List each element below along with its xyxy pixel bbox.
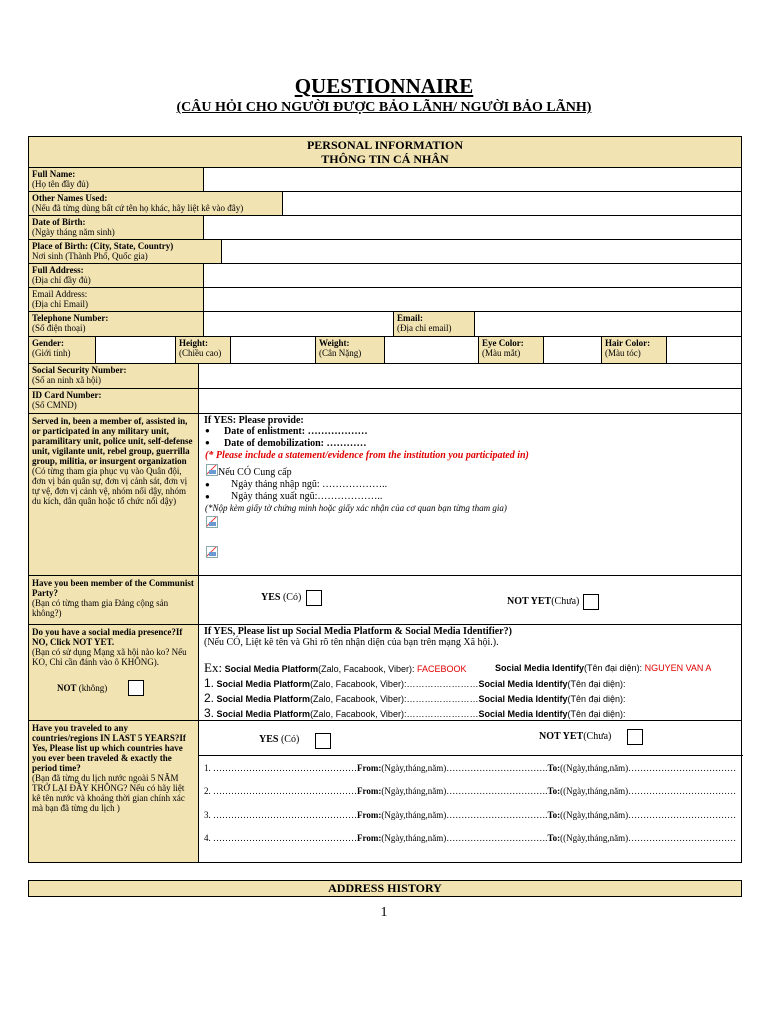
travel-not-yet-vi: (Chưa) (583, 731, 612, 742)
address-history-header (28, 880, 742, 897)
gender-label (28, 336, 96, 364)
pob-vi: Nơi sinh (Thành Phố, Quốc gia) (32, 251, 148, 261)
eye-color-vi: (Màu mắt) (482, 348, 521, 358)
served-note-vi: (*Nộp kèm giấy tờ chứng minh hoặc giấy xác nhận của cơ quan bạn từng tham gia) (205, 503, 507, 513)
telephone-label (28, 311, 204, 337)
pob-en: Place of Birth: (City, State, Country) (32, 241, 174, 251)
travel-not-yet-text: NOT YET (539, 731, 584, 742)
eye-color-field[interactable] (543, 336, 602, 364)
travel-not-yet-label (539, 731, 611, 743)
travel-yes-checkbox[interactable] (315, 733, 331, 749)
social-row-1[interactable] (204, 676, 626, 690)
served-answer-area[interactable] (198, 413, 742, 576)
travel-label (28, 720, 199, 863)
full-name-vi: (Họ tên đầy đủ) (32, 179, 89, 189)
social-row-3[interactable] (204, 706, 626, 720)
served-vi: (Có từng tham gia phục vụ vào Quân đội, đơn vị bán quân sự, đơn vị cảnh sát, đơn vị tự vệ, đơn vị cảnh vệ, nhóm nổi dậy, nhóm du kích, dân quân hoặc tổ chức nổi dậy) (32, 466, 188, 506)
full-name-label (28, 167, 204, 192)
social-not-checkbox[interactable] (128, 680, 144, 696)
served-demob: Date of demobilization: ………… (224, 438, 367, 449)
page-subtitle: (CÂU HỎI CHO NGƯỜI ĐƯỢC BẢO LÃNH/ NGƯỜI BẢO LÃNH) (176, 100, 592, 115)
travel-answer-area (198, 720, 742, 863)
travel-row-from: From: (357, 833, 382, 843)
social-row-num: 2. (204, 691, 215, 705)
served-enlist-vi: Ngày tháng nhập ngũ: ……………….. (231, 479, 388, 490)
ssn-vi: (Số an ninh xã hội) (32, 375, 101, 385)
travel-not-yet-checkbox[interactable] (627, 729, 643, 745)
email-field[interactable] (474, 311, 742, 337)
dob-en: Date of Birth: (32, 217, 86, 227)
party-yes-vi: (Có) (282, 592, 302, 603)
eye-color-en: Eye Color: (482, 338, 524, 348)
served-neu-co: Nếu CÓ Cung cấp (218, 467, 292, 478)
travel-yes-vi: (Có) (280, 734, 300, 745)
bullet-icon: ● (205, 426, 210, 435)
travel-row-to-hint: ((Ngày,tháng,năm) (560, 833, 629, 843)
social-row-platform-hint: (Zalo, Facabook, Viber): (310, 694, 407, 704)
party-not-yet-text: NOT YET (507, 596, 552, 607)
address-history-title: ADDRESS HISTORY (328, 881, 442, 895)
height-en: Height: (179, 338, 208, 348)
social-row-platform-hint: (Zalo, Facabook, Viber): (310, 679, 407, 689)
dob-vi: (Ngày tháng năm sinh) (32, 227, 115, 237)
pob-field[interactable] (221, 239, 742, 264)
height-label (175, 336, 231, 364)
travel-row-to-hint: ((Ngày,tháng,năm) (560, 763, 629, 773)
party-label (28, 575, 199, 625)
party-yes-label (261, 592, 301, 604)
full-name-field[interactable] (203, 167, 742, 192)
travel-row-3[interactable]: 3. …………………………………………From:(Ngày,tháng,năm)…………………………….To:((Ngày,tháng,năm)……………………………… (204, 810, 737, 820)
social-not-text: NOT (57, 683, 77, 693)
travel-row-num: 1. (204, 763, 211, 773)
travel-row-from: From: (357, 810, 382, 820)
travel-row-4[interactable]: 4. …………………………………………From:(Ngày,tháng,năm)…………………………….To:((Ngày,tháng,năm)……………………………… (204, 833, 737, 843)
social-row-identify-hint: (Tên đại diện): (567, 694, 626, 704)
social-ex: Ex: (204, 660, 223, 675)
travel-vi: (Bạn đã từng du lịch nước ngoài 5 NĂM TRỞ LẠI ĐÂY KHÔNG? Nếu có hãy liệt kê tên nước và khoảng thời gian chính xác mà bạn đã từng du lịch ) (32, 773, 185, 813)
gender-en: Gender: (32, 338, 64, 348)
address-en: Full Address: (32, 265, 84, 275)
address-field[interactable] (203, 263, 742, 288)
social-if-yes-vi: (Nếu CÓ, Liệt kê tên và Ghi rõ tên nhận diện của bạn trên mạng Xã hội.). (204, 637, 499, 648)
hair-color-label (601, 336, 667, 364)
social-not-label (57, 683, 107, 693)
bullet-icon: ● (205, 438, 210, 447)
social-row-platform-hint: (Zalo, Facabook, Viber): (310, 709, 407, 719)
served-if-yes: If YES: Please provide: (204, 415, 304, 426)
hair-color-vi: (Màu tóc) (605, 348, 641, 358)
party-yes-checkbox[interactable] (306, 590, 322, 606)
served-note-en: (* Please include a statement/evidence from the institution you participated in) (205, 450, 529, 461)
hair-color-field[interactable] (666, 336, 742, 364)
travel-yes-label (259, 734, 299, 746)
travel-row-to: To: (547, 763, 561, 773)
personal-header-vi: THÔNG TIN CÁ NHÂN (321, 152, 449, 166)
social-row-num: 1. (204, 676, 215, 690)
id-card-label (28, 388, 199, 414)
weight-en: Weight: (319, 338, 350, 348)
travel-row-to: To: (547, 833, 561, 843)
social-row-identify: Social Media Identify (478, 679, 568, 689)
travel-row-from: From: (357, 763, 382, 773)
served-demob-vi: Ngày tháng xuất ngũ:……………….. (231, 491, 383, 502)
social-not-vi: (không) (78, 683, 108, 693)
full-name-en: Full Name: (32, 169, 76, 179)
other-names-en: Other Names Used: (32, 193, 108, 203)
social-example-identify (495, 663, 711, 673)
party-vi: (Bạn có từng tham gia Đảng cộng sản không?) (32, 598, 169, 618)
travel-row-from-hint: (Ngày,tháng,năm) (381, 810, 447, 820)
social-row-platform: Social Media Platform (216, 679, 311, 689)
email-address-label (28, 287, 204, 312)
broken-image-icon (206, 464, 218, 476)
email-address-en: Email Address: (32, 289, 88, 299)
social-row-dots: …………………… (406, 679, 479, 689)
social-en: Do you have a social media presence?If NO, Click NOT YET. (32, 627, 183, 647)
weight-vi: (Cân Nặng) (319, 348, 362, 358)
ssn-en: Social Security Number: (32, 365, 127, 375)
bullet-icon: ● (205, 492, 210, 501)
address-vi: (Địa chỉ đầy đủ) (32, 275, 91, 285)
id-card-field[interactable] (198, 388, 742, 414)
email-address-field[interactable] (203, 287, 742, 312)
ssn-label (28, 363, 199, 389)
party-not-yet-checkbox[interactable] (583, 594, 599, 610)
bullet-icon: ● (205, 480, 210, 489)
email-address-vi: (Địa chỉ Email) (32, 299, 88, 309)
travel-row-to: To: (547, 810, 561, 820)
travel-yes-text: YES (259, 734, 279, 745)
id-card-vi: (Số CMND) (32, 400, 77, 410)
social-ex-platform-hint: (Zalo, Facabook, Viber): (318, 664, 415, 674)
social-row-identify-hint: (Tên đại diện): (567, 709, 626, 719)
telephone-vi: (Số điện thoại) (32, 323, 86, 333)
served-enlist: Date of enlistment: ……………… (224, 426, 368, 437)
weight-field[interactable] (384, 336, 479, 364)
telephone-field[interactable] (203, 311, 394, 337)
travel-row-from-hint: (Ngày,tháng,năm) (381, 786, 447, 796)
social-row-identify: Social Media Identify (478, 694, 568, 704)
gender-vi: (Giới tính) (32, 348, 71, 358)
email-vi: (Địa chỉ email) (397, 323, 452, 333)
party-not-yet-vi: (Chưa) (551, 596, 580, 607)
other-names-field[interactable] (282, 191, 742, 216)
party-answer-area (198, 575, 742, 625)
id-card-en: ID Card Number: (32, 390, 102, 400)
eye-color-label (478, 336, 544, 364)
social-label (28, 624, 199, 721)
telephone-en: Telephone Number: (32, 313, 109, 323)
social-row-identify: Social Media Identify (478, 709, 568, 719)
travel-row-from: From: (357, 786, 382, 796)
weight-label (315, 336, 385, 364)
travel-row-num: 2. (204, 786, 211, 796)
social-vi: (Bạn có sử dụng Mạng xã hội nào ko? Nếu KO, Chỉ cần đánh vào ô KHÔNG). (32, 647, 187, 667)
served-en: Served in, been a member of, assisted in, or participated in any military unit, paramilitary unit, police unit, self-defense unit, vigilante unit, rebel group, guerrilla group, militia, or insurgent organization (32, 416, 193, 466)
height-field[interactable] (230, 336, 316, 364)
travel-row-to: To: (547, 786, 561, 796)
broken-image-icon (206, 516, 218, 528)
social-ex-platform: Social Media Platform (224, 664, 319, 674)
travel-row-2[interactable]: 2. …………………………………………From:(Ngày,tháng,năm)…………………………….To:((Ngày,tháng,năm)……………………………… (204, 786, 737, 796)
social-ex-value: FACEBOOK (416, 664, 467, 674)
address-label (28, 263, 204, 288)
social-row-identify-hint: (Tên đại diện): (567, 679, 626, 689)
dob-label (28, 215, 204, 240)
travel-row-num: 4. (204, 833, 211, 843)
travel-row-to-hint: ((Ngày,tháng,năm) (560, 786, 629, 796)
travel-row-1[interactable]: 1. …………………………………………From:(Ngày,tháng,năm)…………………………….To:((Ngày,tháng,năm)……………………………… (204, 763, 737, 773)
dob-field[interactable] (203, 215, 742, 240)
other-names-vi: (Nếu đã từng dùng bất cứ tên họ khác, hãy liệt kê vào đây) (32, 203, 244, 213)
social-answer-area (198, 624, 742, 721)
social-row-platform: Social Media Platform (216, 694, 311, 704)
email-en: Email: (397, 313, 423, 323)
travel-row-from-hint: (Ngày,tháng,năm) (381, 763, 447, 773)
page-number: 1 (380, 905, 388, 920)
social-row-dots: …………………… (406, 694, 479, 704)
social-ex-identify: Social Media Identify (495, 663, 585, 673)
social-row-dots: …………………… (406, 709, 479, 719)
party-en: Have you been member of the Communist Party? (32, 578, 194, 598)
height-vi: (Chiều cao) (179, 348, 222, 358)
party-not-yet-label (507, 596, 579, 608)
social-row-2[interactable] (204, 691, 626, 705)
travel-divider (199, 755, 743, 756)
pob-label (28, 239, 222, 264)
other-names-label (28, 191, 283, 216)
social-ex-identify-hint: (Tên đại diện): (584, 663, 643, 673)
broken-image-icon (206, 546, 218, 558)
travel-row-to-hint: ((Ngày,tháng,năm) (560, 810, 629, 820)
email-label (393, 311, 475, 337)
ssn-field[interactable] (198, 363, 742, 389)
gender-field[interactable] (95, 336, 176, 364)
page-title: QUESTIONNAIRE (294, 74, 474, 98)
social-row-num: 3. (204, 706, 215, 720)
travel-row-num: 3. (204, 810, 211, 820)
served-label (28, 413, 199, 576)
social-example-row (204, 660, 467, 676)
personal-info-header (28, 136, 742, 168)
social-ex-identify-value: NGUYEN VAN A (644, 663, 712, 673)
personal-header-en: PERSONAL INFORMATION (306, 138, 464, 152)
party-yes-text: YES (261, 592, 281, 603)
travel-en: Have you traveled to any countries/regions IN LAST 5 YEARS?If Yes, Please list up which countries have you ever been traveled & exactly the period time? (32, 723, 186, 773)
social-if-yes: If YES, Please list up Social Media Platform & Social Media Identifier?) (204, 626, 512, 637)
social-row-platform: Social Media Platform (216, 709, 311, 719)
travel-row-from-hint: (Ngày,tháng,năm) (381, 833, 447, 843)
hair-color-en: Hair Color: (605, 338, 651, 348)
